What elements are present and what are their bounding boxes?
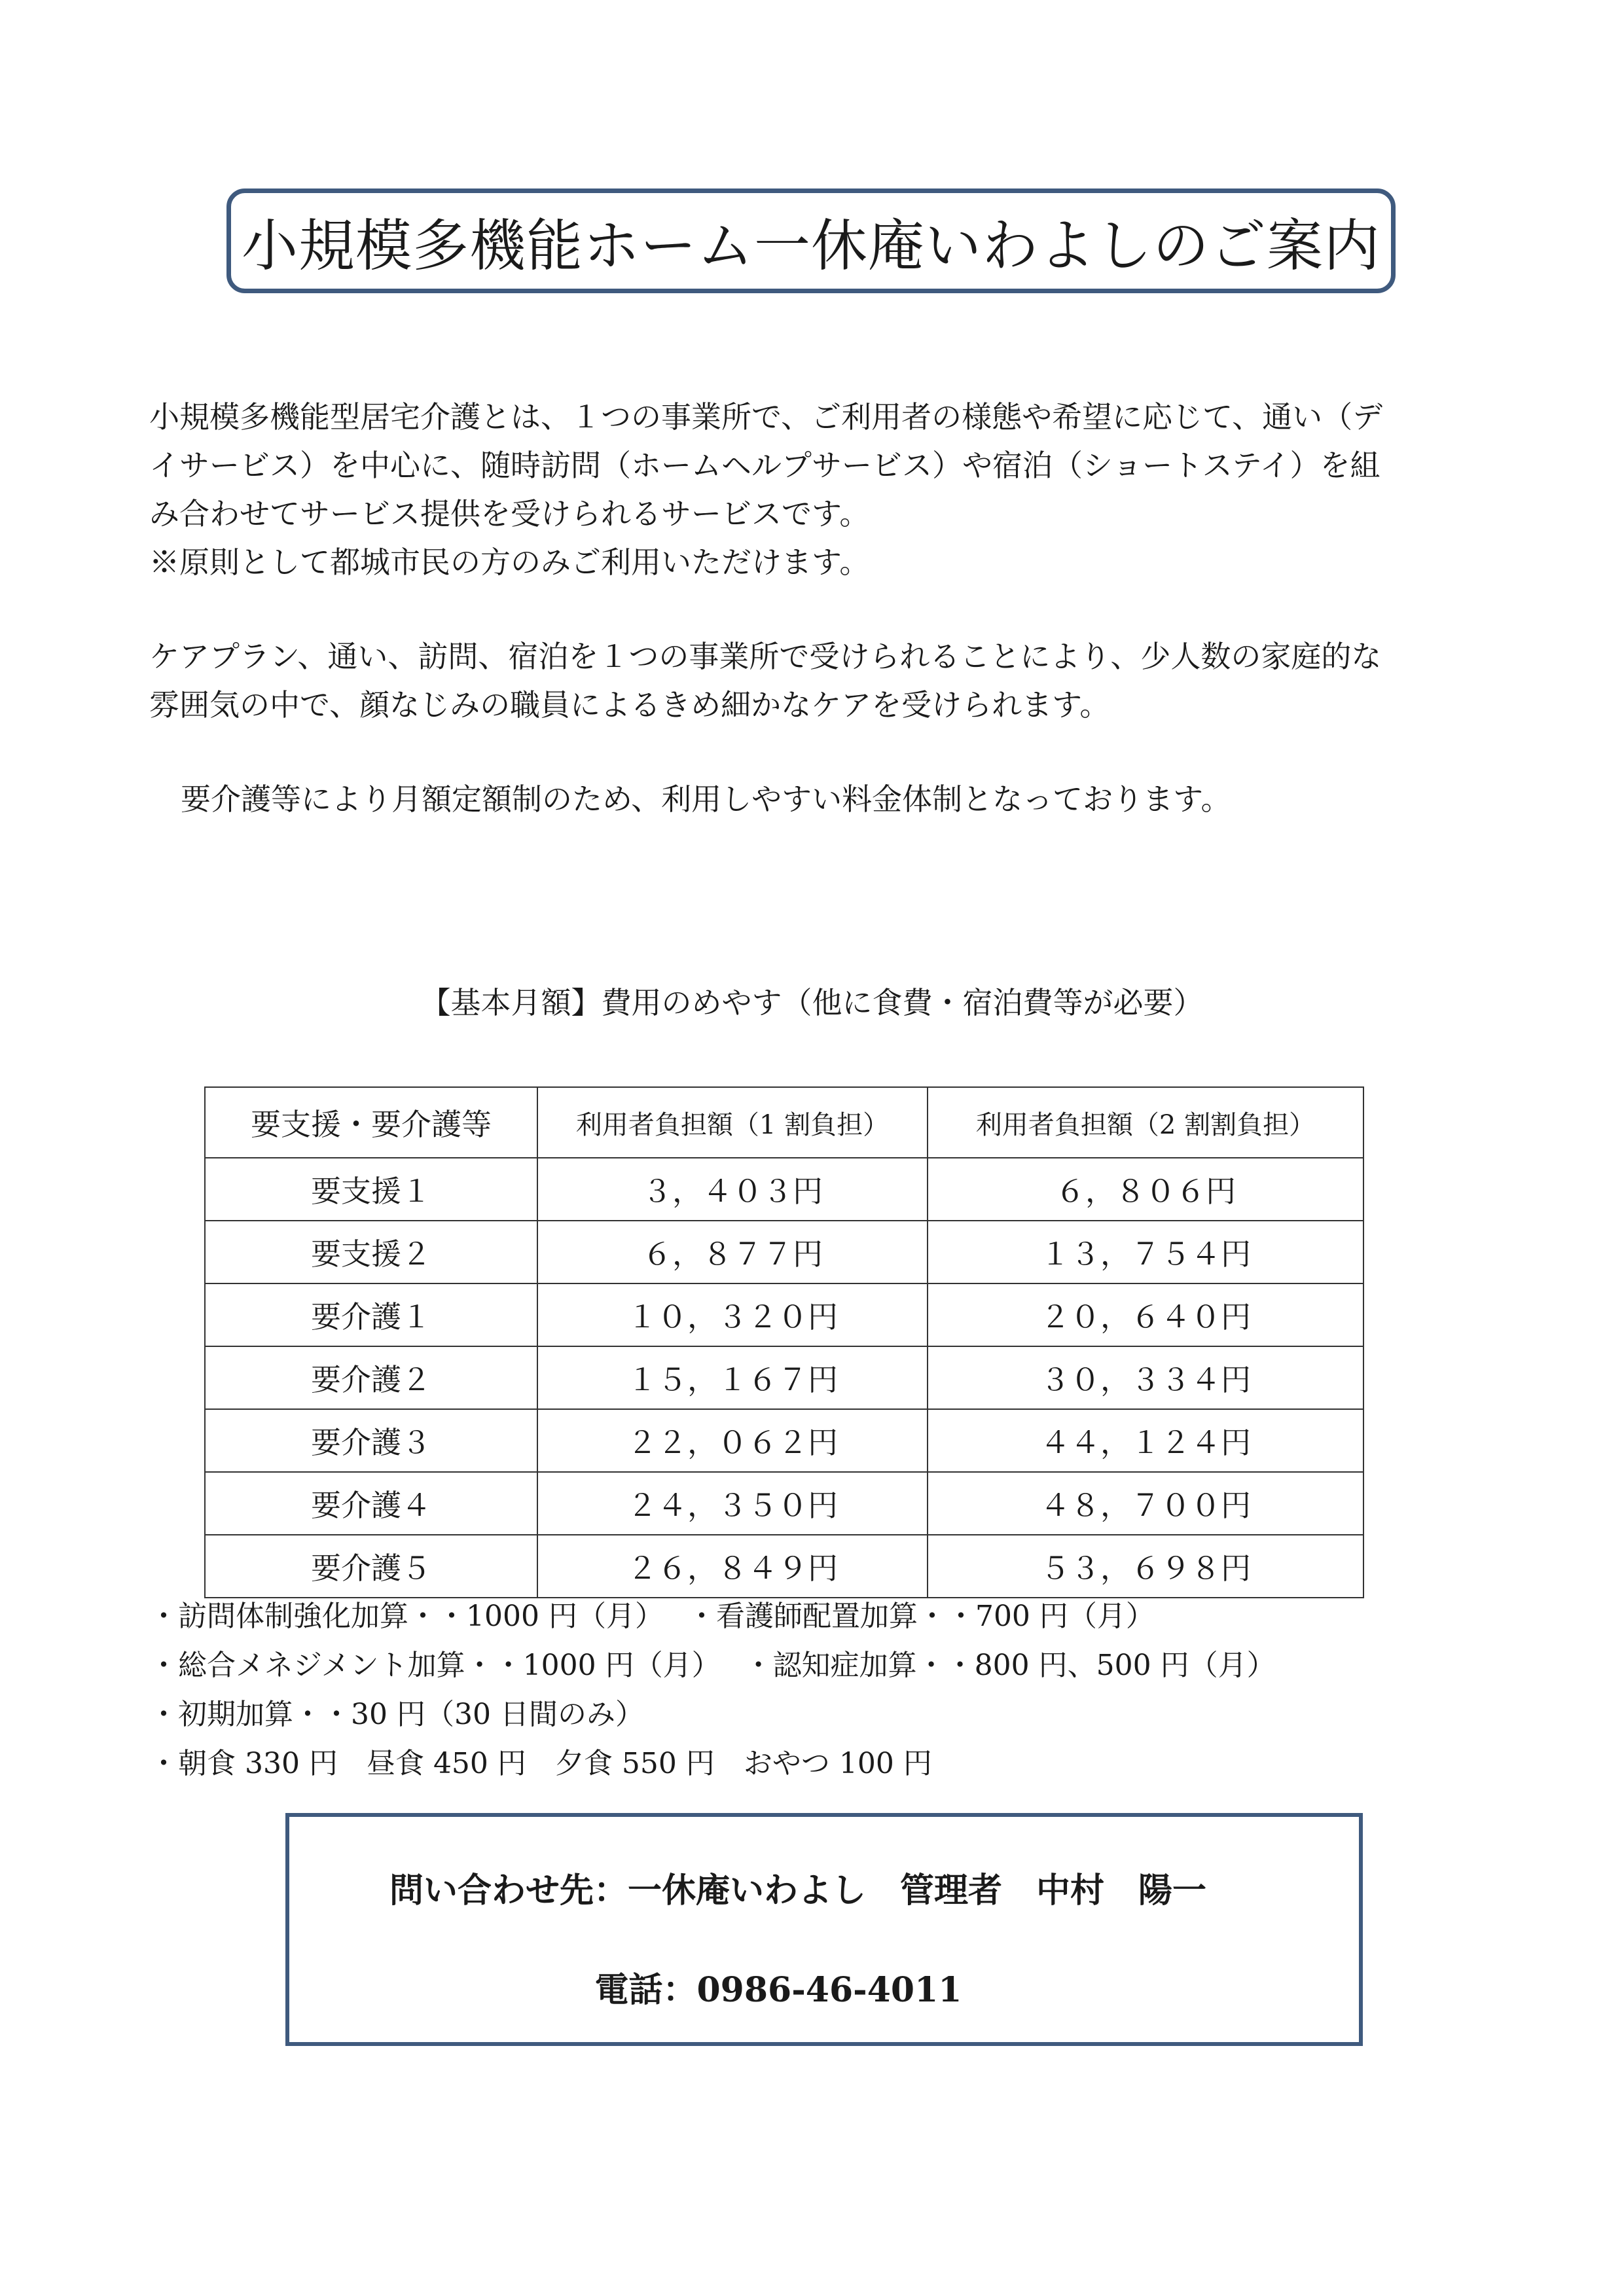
table-row bbox=[205, 1283, 1363, 1346]
header-cost-20pct: 利用者負担額（2 割割負担） bbox=[928, 1087, 1363, 1158]
intro-line: み合わせてサービス提供を受けられるサービスです。 bbox=[149, 496, 870, 531]
table-row bbox=[205, 1221, 1363, 1283]
fee-notes bbox=[149, 1592, 1524, 1788]
table-row bbox=[205, 1409, 1363, 1472]
intro-section bbox=[149, 393, 1491, 823]
intro-line: 雰囲気の中で、顔なじみの職員によるきめ細かなケアを受けられます。 bbox=[149, 687, 1110, 723]
cost-10pct-cell: ２４，３５０円 bbox=[537, 1472, 928, 1535]
note-line: ・総合メネジメント加算・・1000 円（月） ・認知症加算・・800 円、500 円（月） bbox=[149, 1649, 1276, 1682]
cost-20pct-cell: １３，７５４円 bbox=[928, 1221, 1363, 1283]
table-row bbox=[205, 1158, 1363, 1221]
care-level-cell: 要支援１ bbox=[205, 1158, 537, 1221]
table-row bbox=[205, 1535, 1363, 1598]
header-care-level: 要支援・要介護等 bbox=[205, 1087, 537, 1158]
cost-10pct-cell: ２２，０６２円 bbox=[537, 1409, 928, 1472]
note-line: ・初期加算・・30 円（30 日間のみ） bbox=[149, 1698, 644, 1731]
contact-phone: 電話：0986-46-4011 bbox=[594, 1970, 962, 2010]
contact-person: 問い合わせ先：一休庵いわよし 管理者 中村 陽一 bbox=[389, 1871, 1206, 1910]
cost-20pct-cell: ４４，１２４円 bbox=[928, 1409, 1363, 1472]
table-row bbox=[205, 1472, 1363, 1535]
care-level-cell: 要介護５ bbox=[205, 1535, 537, 1598]
cost-20pct-cell: ３０，３３４円 bbox=[928, 1346, 1363, 1409]
cost-10pct-cell: ６，８７７円 bbox=[537, 1221, 928, 1283]
care-level-cell: 要介護１ bbox=[205, 1283, 537, 1346]
cost-20pct-cell: ２０，６４０円 bbox=[928, 1283, 1363, 1346]
cost-10pct-cell: ２６，８４９円 bbox=[537, 1535, 928, 1598]
paragraph-gap bbox=[149, 586, 1491, 632]
title-box bbox=[226, 188, 1396, 293]
care-level-cell: 要介護４ bbox=[205, 1472, 537, 1535]
intro-line: 要介護等により月額定額制のため、利用しやすい料金体制となっております。 bbox=[181, 781, 1231, 817]
contact-box bbox=[285, 1813, 1363, 2046]
intro-note: ※原則として都城市民の方のみご利用いただけます。 bbox=[149, 545, 870, 580]
page-title: 小規模多機能ホーム一休庵いわよしのご案内 bbox=[242, 213, 1380, 279]
note-line: ・朝食 330 円 昼食 450 円 夕食 550 円 おやつ 100 円 bbox=[149, 1747, 932, 1780]
intro-line: ケアプラン、通い、訪問、宿泊を１つの事業所で受けられることにより、少人数の家庭的な bbox=[149, 639, 1382, 674]
cost-10pct-cell: １５，１６７円 bbox=[537, 1346, 928, 1409]
care-level-cell: 要介護２ bbox=[205, 1346, 537, 1409]
care-level-cell: 要介護３ bbox=[205, 1409, 537, 1472]
cost-20pct-cell: ５３，６９８円 bbox=[928, 1535, 1363, 1598]
paragraph-gap bbox=[149, 729, 1491, 775]
cost-10pct-cell: ３，４０３円 bbox=[537, 1158, 928, 1221]
fee-caption: 【基本月額】費用のめやす（他に食費・宿泊費等が必要） bbox=[420, 985, 1204, 1020]
care-level-cell: 要支援２ bbox=[205, 1221, 537, 1283]
note-line: ・訪問体制強化加算・・1000 円（月） ・看護師配置加算・・700 円（月） bbox=[149, 1600, 1155, 1633]
cost-20pct-cell: ６，８０６円 bbox=[928, 1158, 1363, 1221]
intro-line: イサービス）を中心に、随時訪問（ホームヘルプサービス）や宿泊（ショートステイ）を組 bbox=[149, 448, 1380, 483]
cost-20pct-cell: ４８，７００円 bbox=[928, 1472, 1363, 1535]
cost-10pct-cell: １０，３２０円 bbox=[537, 1283, 928, 1346]
header-cost-10pct: 利用者負担額（1 割負担） bbox=[537, 1087, 928, 1158]
intro-line: 小規模多機能型居宅介護とは、１つの事業所で、ご利用者の様態や希望に応じて、通い（デ bbox=[149, 399, 1383, 435]
table-row bbox=[205, 1346, 1363, 1409]
table-header-row bbox=[205, 1087, 1363, 1158]
fee-table bbox=[204, 1086, 1364, 1598]
